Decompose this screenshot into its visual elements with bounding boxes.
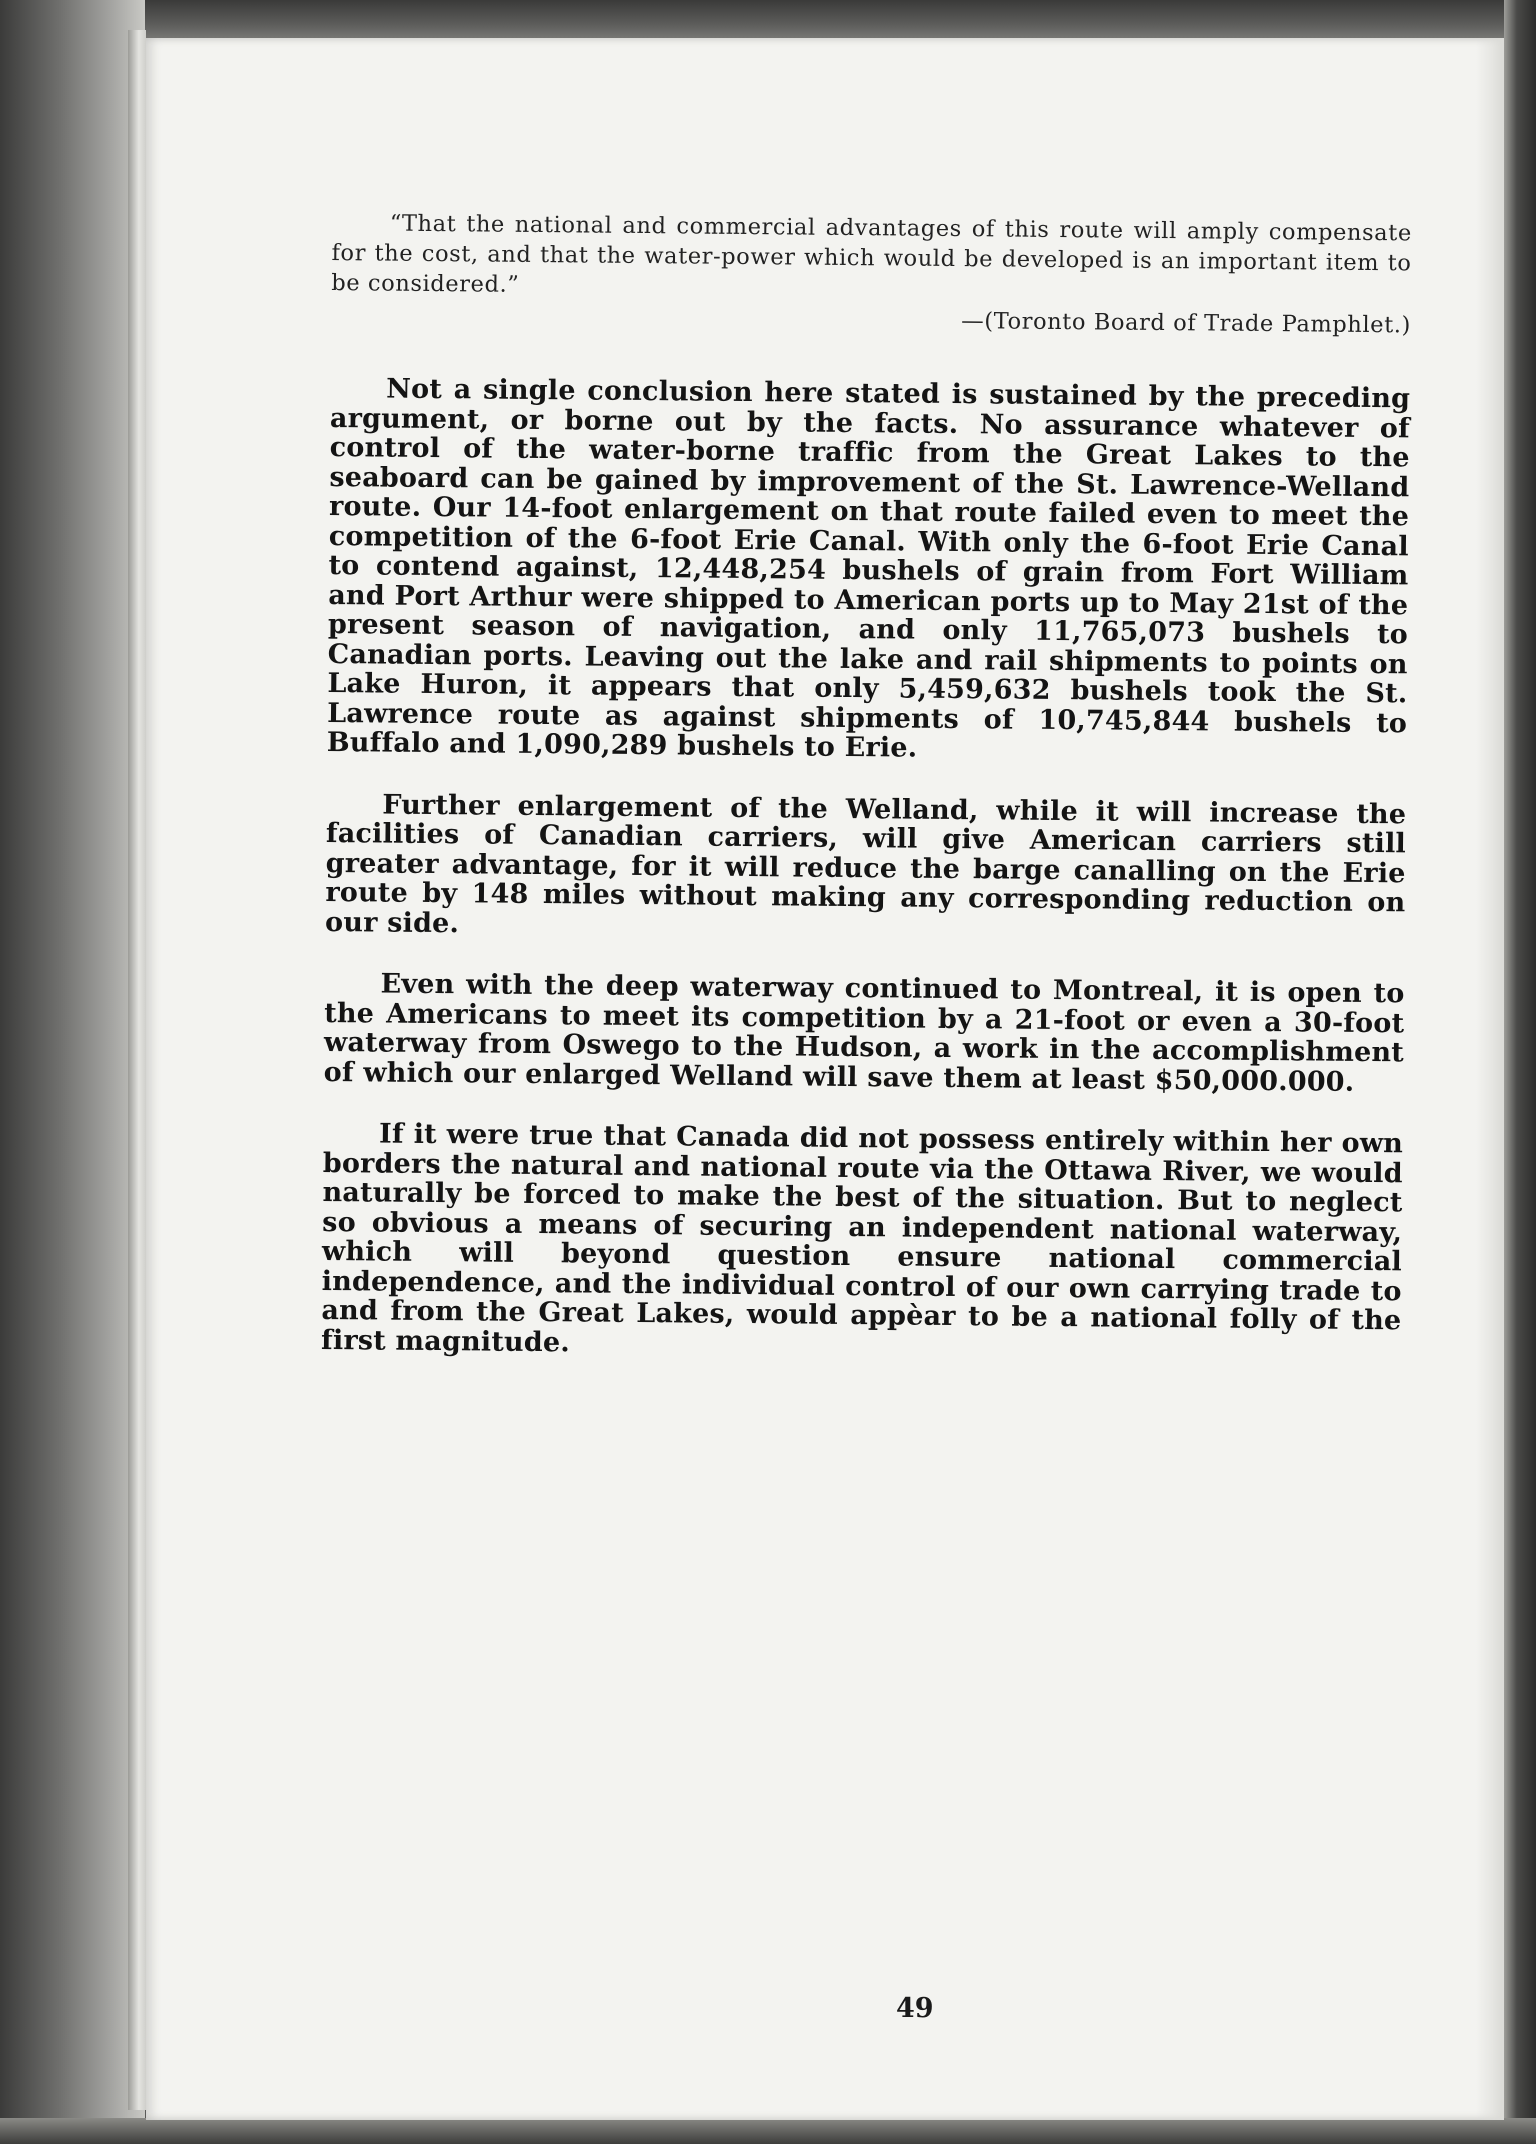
book-binding: [0, 0, 145, 2144]
paragraph-2: Further enlargement of the Welland, while it will increase the facilities of Canadian carriers, will give American carriers still greater advantage, for it will reduce the barge canalling on the Erie route by 148 miles without making any corresponding reduction on our side.: [324, 789, 1407, 939]
quoted-passage: “That the national and commercial advantages of this route will amply compensate for the cost, and that the water-power which would be developed is an important item to be considered.”: [331, 210, 1412, 298]
paragraph-4: If it were true that Canada did not possess entirely within her own borders the natural and national route via the Ottawa River, we would naturally be forced to make the best of the situation. But to neglect so obvious a means of securing an independent national waterway, which will beyond question ensure national commercial independence, and the individual control of our own carrying trade to and from the Great Lakes, would appèar to be a national folly of the first magnitude.: [320, 1118, 1404, 1358]
page-number: 49: [896, 1993, 934, 2024]
book-page: [146, 38, 1504, 2120]
quote-source: —(Toronto Board of Trade Pamphlet.): [961, 308, 1412, 339]
scan-top-edge: [0, 0, 1536, 40]
page-content: [321, 208, 1412, 1365]
paragraph-3: Even with the deep waterway continued to Montreal, it is open to the Americans to meet its competition by a 21-foot or even a 30-foot waterway from Oswego to the Hudson, a work in the accomplishment of which our enlarged Welland will save them at least $50,000.000.: [323, 968, 1405, 1098]
book-spine-edge: [128, 30, 146, 2110]
scan-right-edge: [1504, 0, 1536, 2144]
paragraph-1: Not a single conclusion here stated is sustained by the preceding argument, or borne out by the facts. No assurance whatever of control of the water-borne traffic from the Great Lakes to the seaboard can be gained by improvement of the St. Lawrence-Welland route. Our 14-foot enlargement on that route failed even to meet the competition of the 6-foot Erie Canal. With only the 6-foot Erie Canal to contend against, 12,448,254 bushels of grain from Fort William and Port Arthur were shipped to American ports up to May 21st of the present season of navigation, and only 11,765,073 bushels to Canadian ports. Leaving out the lake and rail shipments to points on Lake Huron, it appears that only 5,459,632 bushels took the St. Lawrence route as against shipments of 10,745,844 bushels to Buffalo and 1,090,289 bushels to Erie.: [326, 373, 1411, 764]
scan-bottom-edge: [0, 2118, 1536, 2144]
